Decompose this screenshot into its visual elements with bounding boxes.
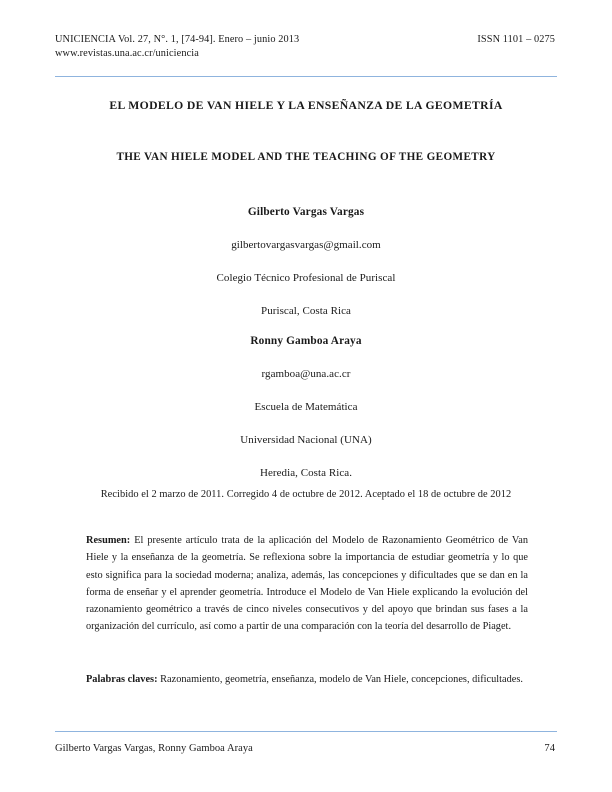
page-title-english: THE VAN HIELE MODEL AND THE TEACHING OF THE GEOMETRY	[116, 151, 496, 163]
running-head-row	[55, 33, 557, 47]
author-name: Gilberto Vargas Vargas	[247, 206, 365, 218]
author-department: Escuela de Matemática	[254, 401, 358, 413]
page-footer	[55, 742, 557, 756]
page-number: 74	[544, 743, 555, 754]
journal-citation: UNICIENCIA Vol. 27, N°. 1, [74-94]. Enero – junio 2013	[55, 34, 300, 45]
abstract-text: El presente artículo trata de la aplicación del Modelo de Razonamiento Geométrico de Van Hiele y la enseñanza de la geometría. Se reflexiona sobre la importancia de estudiar geometría y lo que esto significa para la sociedad moderna; analiza, además, las concepciones y dificultades que se dan en la forma de enseñar y el aprender geometría. Introduce el Modelo de Van Hiele explicando la evolución del razonamiento geométrico a través de cinco niveles consecutivos y del apoyo que brindan sus fases a la organización del currículo, así como a partir de una comparación con la teoría del desarrollo de Piaget.	[86, 535, 528, 633]
abstract-paragraph	[86, 532, 528, 636]
author-institution: Universidad Nacional (UNA)	[240, 434, 372, 446]
footer-rule	[55, 731, 557, 732]
author-email: rgamboa@una.ac.cr	[261, 368, 351, 380]
author-email: gilbertovargasvargas@gmail.com	[231, 239, 381, 251]
header-rule	[55, 76, 557, 77]
author-location: Puriscal, Costa Rica	[261, 305, 351, 317]
author-block-2	[55, 334, 557, 481]
keywords-paragraph	[86, 671, 528, 688]
keywords-text: Razonamiento, geometría, enseñanza, modelo de Van Hiele, concepciones, dificultades.	[157, 674, 524, 685]
page-title-spanish: EL MODELO DE VAN HIELE Y LA ENSEÑANZA DE LA GEOMETRÍA	[109, 99, 503, 112]
keywords-label: Palabras claves:	[86, 674, 158, 685]
abstract-label: Resumen:	[86, 535, 131, 546]
submission-dates: Recibido el 2 marzo de 2011. Corregido 4 de octubre de 2012. Aceptado el 18 de octubre de 2012	[100, 489, 512, 500]
author-name: Ronny Gamboa Araya	[250, 335, 362, 347]
author-institution: Colegio Técnico Profesional de Puriscal	[216, 272, 396, 284]
running-head	[55, 33, 557, 61]
author-location: Heredia, Costa Rica.	[259, 467, 353, 479]
author-block-1	[55, 205, 557, 319]
journal-url: www.revistas.una.ac.cr/uniciencia	[55, 48, 199, 59]
footer-authors: Gilberto Vargas Vargas, Ronny Gamboa Araya	[55, 743, 253, 754]
issn: ISSN 1101 – 0275	[477, 34, 555, 45]
